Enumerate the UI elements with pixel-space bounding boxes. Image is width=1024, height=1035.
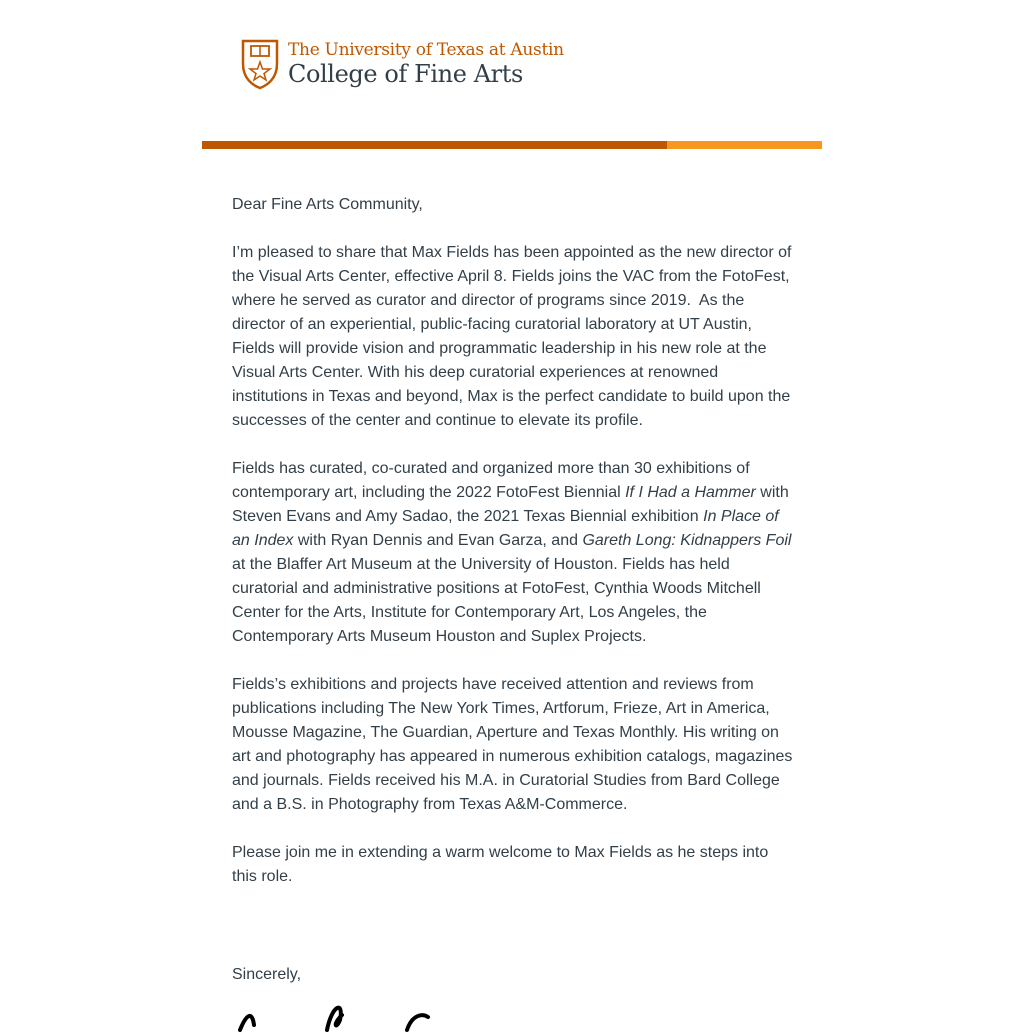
italic-title: If I Had a Hammer — [625, 484, 756, 501]
text-segment: art and photography has appeared in numerous exhibition catalogs, magazines — [232, 748, 793, 765]
paragraph-line — [232, 361, 812, 385]
paragraph-line — [232, 505, 812, 529]
paragraph-line — [232, 313, 812, 337]
paragraph-line — [232, 769, 812, 793]
text-segment: Visual Arts Center. With his deep curatorial experiences at renowned — [232, 364, 719, 381]
ut-shield-icon — [240, 38, 280, 90]
paragraph-line — [232, 721, 812, 745]
paragraph-line — [232, 697, 812, 721]
text-segment: Steven Evans and Amy Sadao, the 2021 Texas Biennial exhibition — [232, 508, 704, 525]
salutation: Dear Fine Arts Community, — [232, 196, 423, 213]
letter-paragraph — [232, 841, 812, 889]
college-logo — [240, 38, 564, 90]
text-segment: Mousse Magazine, The Guardian, Aperture and Texas Monthly. His writing on — [232, 724, 779, 741]
paragraph-line — [232, 625, 812, 649]
text-segment: with — [755, 484, 789, 501]
text-segment: with Ryan Dennis and Evan Garza, and — [293, 532, 583, 549]
italic-title: an Index — [232, 532, 294, 549]
college-name: College of Fine Arts — [288, 60, 523, 88]
paragraph-line — [232, 337, 812, 361]
letter-body — [232, 193, 812, 987]
text-segment: Center for the Arts, Institute for Contemporary Art, Los Angeles, the — [232, 604, 707, 621]
letter-paragraph — [232, 673, 812, 817]
paragraph-line — [232, 793, 812, 817]
signature — [232, 995, 432, 1035]
text-segment: and a B.S. in Photography from Texas A&M-Commerce. — [232, 796, 628, 813]
header-divider-dark — [202, 141, 667, 149]
paragraph-line — [232, 457, 812, 481]
text-segment: Fields will provide vision and programmatic leadership in his new role at the — [232, 340, 767, 357]
paragraph-line — [232, 673, 812, 697]
closing: Sincerely, — [232, 966, 302, 983]
letter-paragraph — [232, 241, 812, 433]
paragraph-line — [232, 385, 812, 409]
text-segment: I’m pleased to share that Max Fields has been appointed as the new director of — [232, 244, 792, 261]
paragraph-line — [232, 481, 812, 505]
paragraph-line — [232, 577, 812, 601]
paragraph-line — [232, 265, 812, 289]
text-segment: Contemporary Arts Museum Houston and Suplex Projects. — [232, 628, 647, 645]
text-segment: Fields’s exhibitions and projects have received attention and reviews from — [232, 676, 754, 693]
university-name: The University of Texas at Austin — [288, 40, 564, 60]
paragraph-line — [232, 601, 812, 625]
paragraph-line — [232, 289, 812, 313]
text-segment: publications including The New York Times, Artforum, Frieze, Art in America, — [232, 700, 770, 717]
italic-title: Gareth Long: Kidnappers Foil — [582, 532, 792, 549]
paragraph-line — [232, 409, 812, 433]
text-segment: Fields has curated, co-curated and organized more than 30 exhibitions of — [232, 460, 750, 477]
letter-paragraph — [232, 457, 812, 649]
text-segment: curatorial and administrative positions at FotoFest, Cynthia Woods Mitchell — [232, 580, 761, 597]
italic-title: In Place of — [703, 508, 779, 525]
text-segment: where he served as curator and director of programs since 2019. As the — [232, 292, 745, 309]
text-segment: and journals. Fields received his M.A. in Curatorial Studies from Bard College — [232, 772, 780, 789]
header-divider-light — [667, 141, 822, 149]
paragraph-line — [232, 529, 812, 553]
text-segment: this role. — [232, 868, 293, 885]
text-segment: at the Blaffer Art Museum at the University of Houston. Fields has held — [232, 556, 730, 573]
paragraph-line — [232, 865, 812, 889]
text-segment: contemporary art, including the 2022 FotoFest Biennial — [232, 484, 626, 501]
text-segment: director of an experiential, public-facing curatorial laboratory at UT Austin, — [232, 316, 752, 333]
paragraph-line — [232, 553, 812, 577]
paragraph-line — [232, 745, 812, 769]
text-segment: successes of the center and continue to elevate its profile. — [232, 412, 643, 429]
paragraph-line — [232, 841, 812, 865]
text-segment: the Visual Arts Center, effective April 8. Fields joins the VAC from the FotoFest, — [232, 268, 790, 285]
text-segment: institutions in Texas and beyond, Max is the perfect candidate to build upon the — [232, 388, 791, 405]
paragraph-line — [232, 241, 812, 265]
text-segment: Please join me in extending a warm welcome to Max Fields as he steps into — [232, 844, 769, 861]
